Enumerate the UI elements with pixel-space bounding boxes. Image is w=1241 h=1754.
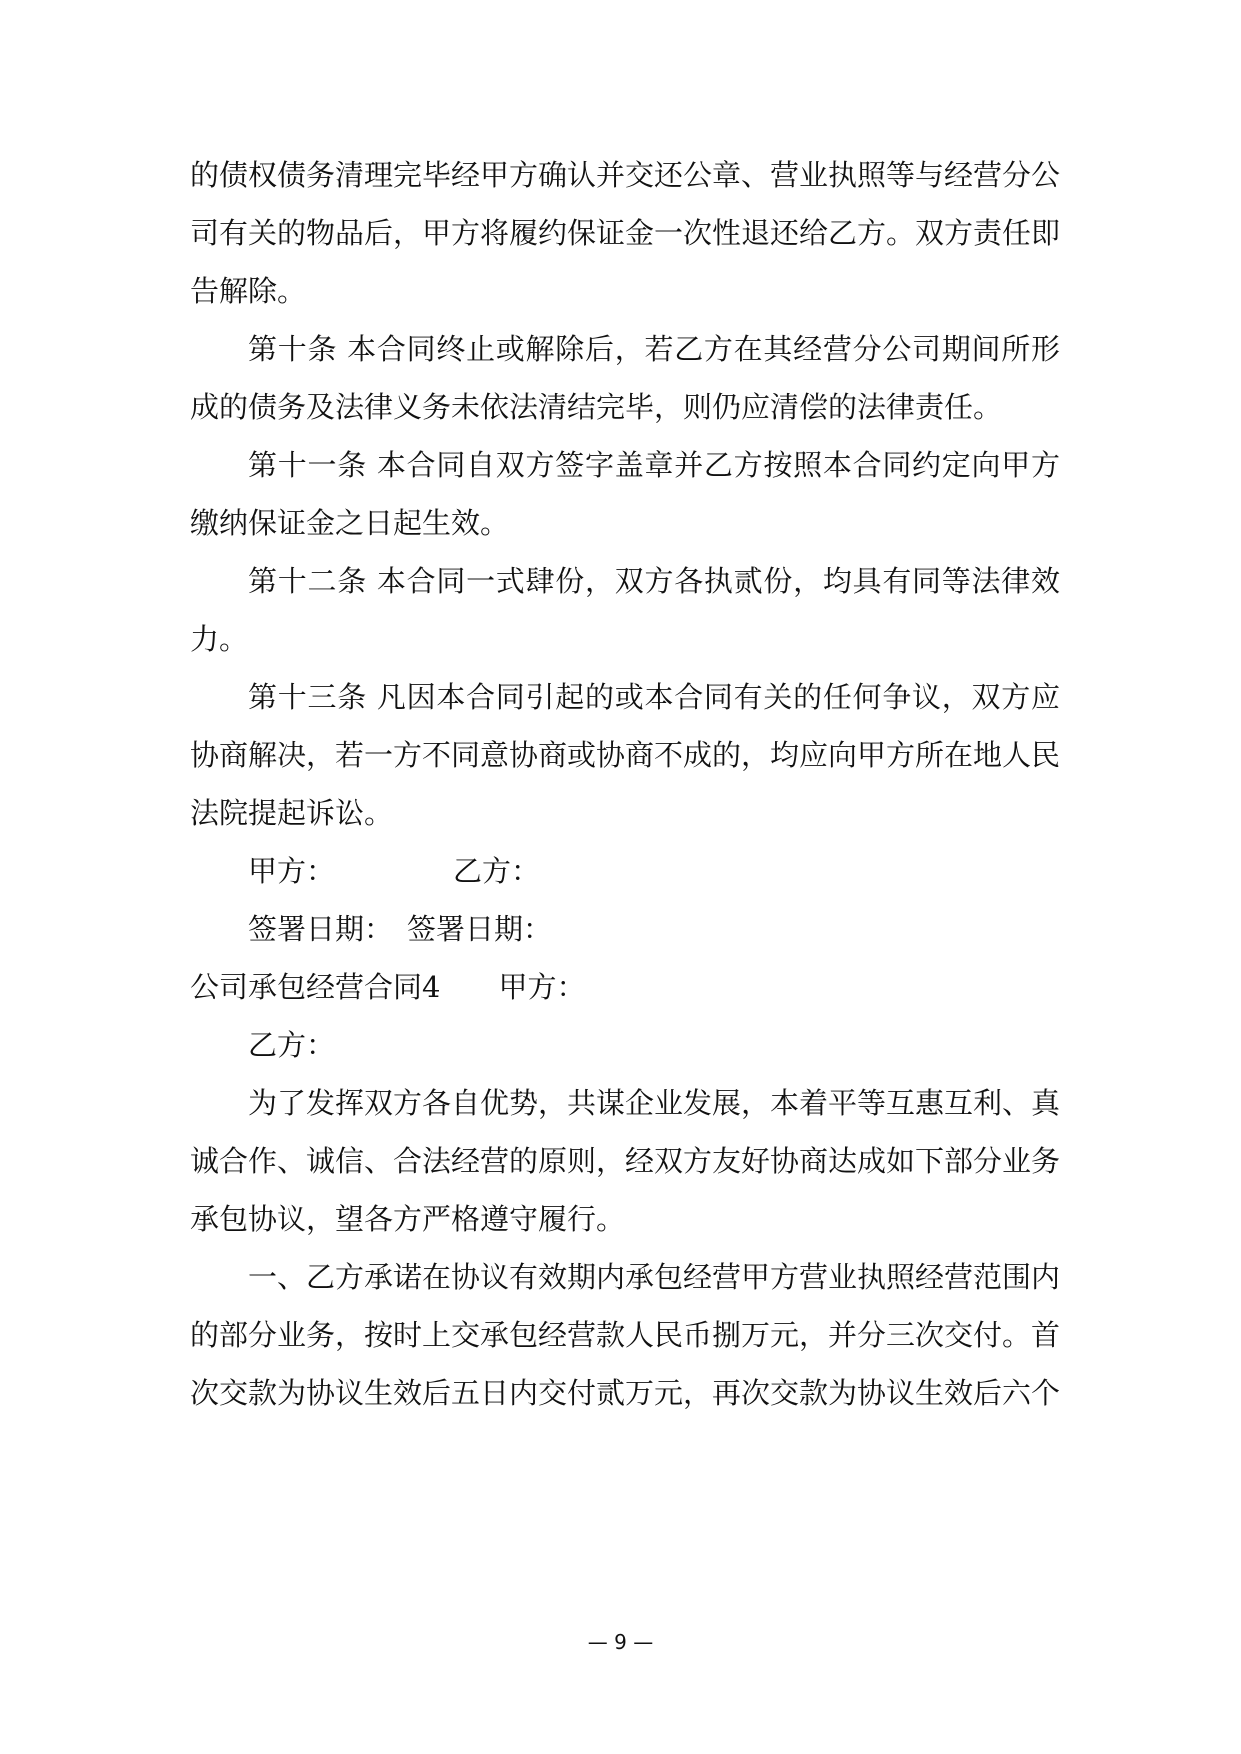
party-b-label: 乙方： [453, 854, 541, 888]
page-number: — 9 — [587, 1630, 654, 1654]
article-12-line: 第十二条 本合同一式肆份，双方各执贰份，均具有同等法律效 [248, 564, 1060, 598]
article-13-line: 协商解决，若一方不同意协商或协商不成的，均应向甲方所在地人民 [190, 738, 1061, 772]
article-13-line: 法院提起诉讼。 [190, 796, 394, 830]
article-11-line: 第十一条 本合同自双方签字盖章并乙方按照本合同约定向甲方 [248, 448, 1060, 482]
article-10-line: 成的债务及法律义务未依法清结完毕，则仍应清偿的法律责任。 [190, 390, 1003, 424]
signature-parties-line [248, 851, 540, 891]
article-12-line: 力。 [190, 622, 249, 656]
party-b-date-label: 签署日期： [407, 912, 553, 946]
paragraph-line: 告解除。 [190, 274, 307, 308]
preamble-line: 诚合作、诚信、合法经营的原则，经双方友好协商达成如下部分业务 [190, 1144, 1061, 1178]
article-11-line: 缴纳保证金之日起生效。 [190, 506, 510, 540]
signature-date-line [248, 909, 552, 949]
preamble-line: 为了发挥双方各自优势，共谋企业发展，本着平等互惠互利、真 [248, 1086, 1061, 1120]
clause-1-line: 一、乙方承诺在协议有效期内承包经营甲方营业执照经营范围内 [248, 1260, 1061, 1294]
contract-title-line [190, 967, 585, 1007]
article-10-line: 第十条 本合同终止或解除后，若乙方在其经营分公司期间所形 [248, 332, 1060, 366]
paragraph-line: 司有关的物品后，甲方将履约保证金一次性退还给乙方。双方责任即 [190, 216, 1061, 250]
clause-1-line: 的部分业务，按时上交承包经营款人民币捌万元，并分三次交付。首 [190, 1318, 1061, 1352]
clause-1-line: 次交款为协议生效后五日内交付贰万元，再次交款为协议生效后六个 [190, 1376, 1061, 1410]
contract-party-b-label: 乙方： [248, 1028, 336, 1062]
party-a-date-label: 签署日期： [248, 912, 394, 946]
contract-party-a-label: 甲方： [498, 970, 586, 1004]
article-13-line: 第十三条 凡因本合同引起的或本合同有关的任何争议，双方应 [248, 680, 1060, 714]
paragraph-line: 的债权债务清理完毕经甲方确认并交还公章、营业执照等与经营分公 [190, 158, 1061, 192]
party-a-label: 甲方： [248, 854, 336, 888]
preamble-line: 承包协议，望各方严格遵守履行。 [190, 1202, 626, 1236]
contract-title: 公司承包经营合同4 [190, 970, 441, 1004]
